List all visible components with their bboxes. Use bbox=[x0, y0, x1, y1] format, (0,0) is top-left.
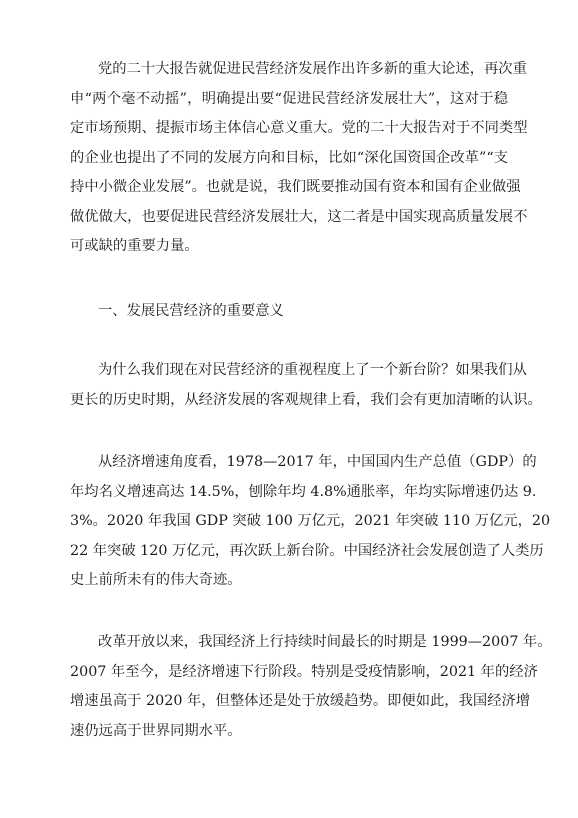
section-heading: 一、发展民营经济的重要意义 bbox=[98, 303, 284, 319]
paragraph-line: 速仍远高于世界同期水平。 bbox=[70, 722, 242, 739]
paragraph-line: 做优做大，也要促进民营经济发展壮大，这二者是中国实现高质量发展不 bbox=[70, 208, 528, 225]
paragraph-line: 增速虽高于 2020 年，但整体还是处于放缓趋势。即便如此，我国经济增 bbox=[70, 693, 531, 709]
paragraph-line: 申“两个毫不动摇”，明确提出要“促进民营经济发展壮大”，这对于稳 bbox=[70, 90, 508, 107]
paragraph-line: 从经济增速角度看，1978—2017 年，中国国内生产总值（GDP）的 bbox=[98, 454, 537, 470]
paragraph-line: 2007 年至今，是经济增速下行阶段。特别是受疫情影响，2021 年的经济 bbox=[70, 663, 538, 680]
paragraph-line: 可或缺的重要力量。 bbox=[70, 238, 199, 254]
paragraph-line: 持中小微企业发展”。也就是说，我们既要推动国有资本和国有企业做强 bbox=[70, 179, 521, 195]
paragraph-line: 更长的历史时期，从经济发展的客观规律上看，我们会有更加清晰的认识。 bbox=[70, 391, 542, 408]
paragraph-line: 定市场预期、提振市场主体信心意义重大。党的二十大报告对于不同类型 bbox=[70, 120, 528, 136]
paragraph-reform bbox=[70, 628, 552, 746]
paragraph-line: 史上前所未有的伟大奇迹。 bbox=[70, 572, 242, 588]
paragraph-line: 改革开放以来，我国经济上行持续时间最长的时期是 1999—2007 年。 bbox=[98, 634, 552, 650]
paragraph-why bbox=[70, 356, 542, 415]
paragraph-line: 党的二十大报告就促进民营经济发展作出许多新的重大论述，再次重 bbox=[98, 61, 527, 77]
paragraph-intro bbox=[70, 55, 528, 262]
paragraph-line: 为什么我们现在对民营经济的重视程度上了一个新台阶？如果我们从 bbox=[98, 362, 527, 378]
paragraph-line: 的企业也提出了不同的发展方向和目标，比如“深化国资国企改革”“支 bbox=[70, 149, 508, 166]
paragraph-line: 22 年突破 120 万亿元，再次跃上新台阶。中国经济社会发展创造了人类历 bbox=[70, 542, 544, 559]
paragraph-line: 年均名义增速高达 14.5%，刨除年均 4.8%通胀率，年均实际增速仍达 9. bbox=[70, 483, 537, 500]
paragraph-line: 3%。2020 年我国 GDP 突破 100 万亿元，2021 年突破 110 万亿元，20 bbox=[70, 513, 551, 529]
paragraph-growth bbox=[70, 448, 551, 596]
